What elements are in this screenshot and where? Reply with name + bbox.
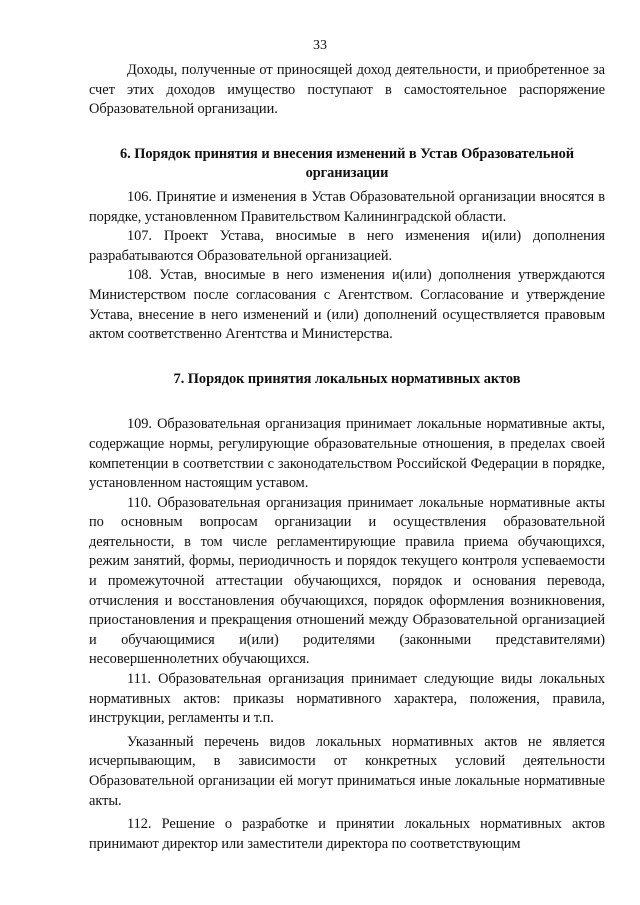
paragraph-107: 107. Проект Устава, вносимые в него изменения и(или) дополнения разрабатываются Образовательной организацией. <box>89 228 605 264</box>
section-7-heading: 7. Порядок принятия локальных нормативных актов <box>173 370 521 387</box>
paragraph-106: 106. Принятие и изменения в Устав Образовательной организации вносятся в порядке, установленном Правительством Калининградской области. <box>89 188 605 225</box>
document-body <box>89 61 605 854</box>
section-6-heading: 6. Порядок принятия и внесения изменений в Устав Образовательной организации <box>120 145 574 182</box>
paragraph-110: 110. Образовательная организация принимает локальные нормативные акты по основным вопросам организации и осуществления образовательной деятельности, в том числе регламентирующие правила приема обучающихся, режим занятий, формы, периодичность и порядок текущего контроля успеваемости и промежуточной аттестации обучающихся, порядок и основания перевода, отчисления и восстановления обучающихся, порядок оформления возникновения, приостановления и прекращения отношений между Образовательной организацией и обучающимися и(или) родителями (законными представителями) несовершеннолетних обучающихся. <box>89 494 605 668</box>
paragraph-109: 109. Образовательная организация принимает локальные нормативные акты, содержащие нормы, регулирующие образовательные отношения, в пределах своей компетенции в соответствии с законодательством Российской Федерации в порядке, установленном настоящим уставом. <box>89 416 605 492</box>
paragraph-income: Доходы, полученные от приносящей доход деятельности, и приобретенное за счет этих доходов имущество поступают в самостоятельное распоряжение Образовательной организации. <box>89 62 605 118</box>
page-number: 33 <box>313 38 327 53</box>
paragraph-111-continued: Указанный перечень видов локальных нормативных актов не является исчерпывающим, в зависимости от конкретных условий деятельности Образовательной организации ей могут приниматься иные локальные нормативные акты. <box>89 733 605 809</box>
paragraph-108: 108. Устав, вносимые в него изменения и(или) дополнения утверждаются Министерством после согласования с Агентством. Согласование и утверждение Устава, внесение в него изменений и (или) дополнений осуществляется правовым актом соответственно Агентства и Министерства. <box>89 267 605 343</box>
paragraph-112: 112. Решение о разработке и принятии локальных нормативных актов принимают директор или заместители директора по соответствующим <box>89 816 605 852</box>
paragraph-111: 111. Образовательная организация принимает следующие виды локальных нормативных актов: приказы нормативного характера, положения, правила, инструкции, регламенты и т.п. <box>89 671 605 727</box>
